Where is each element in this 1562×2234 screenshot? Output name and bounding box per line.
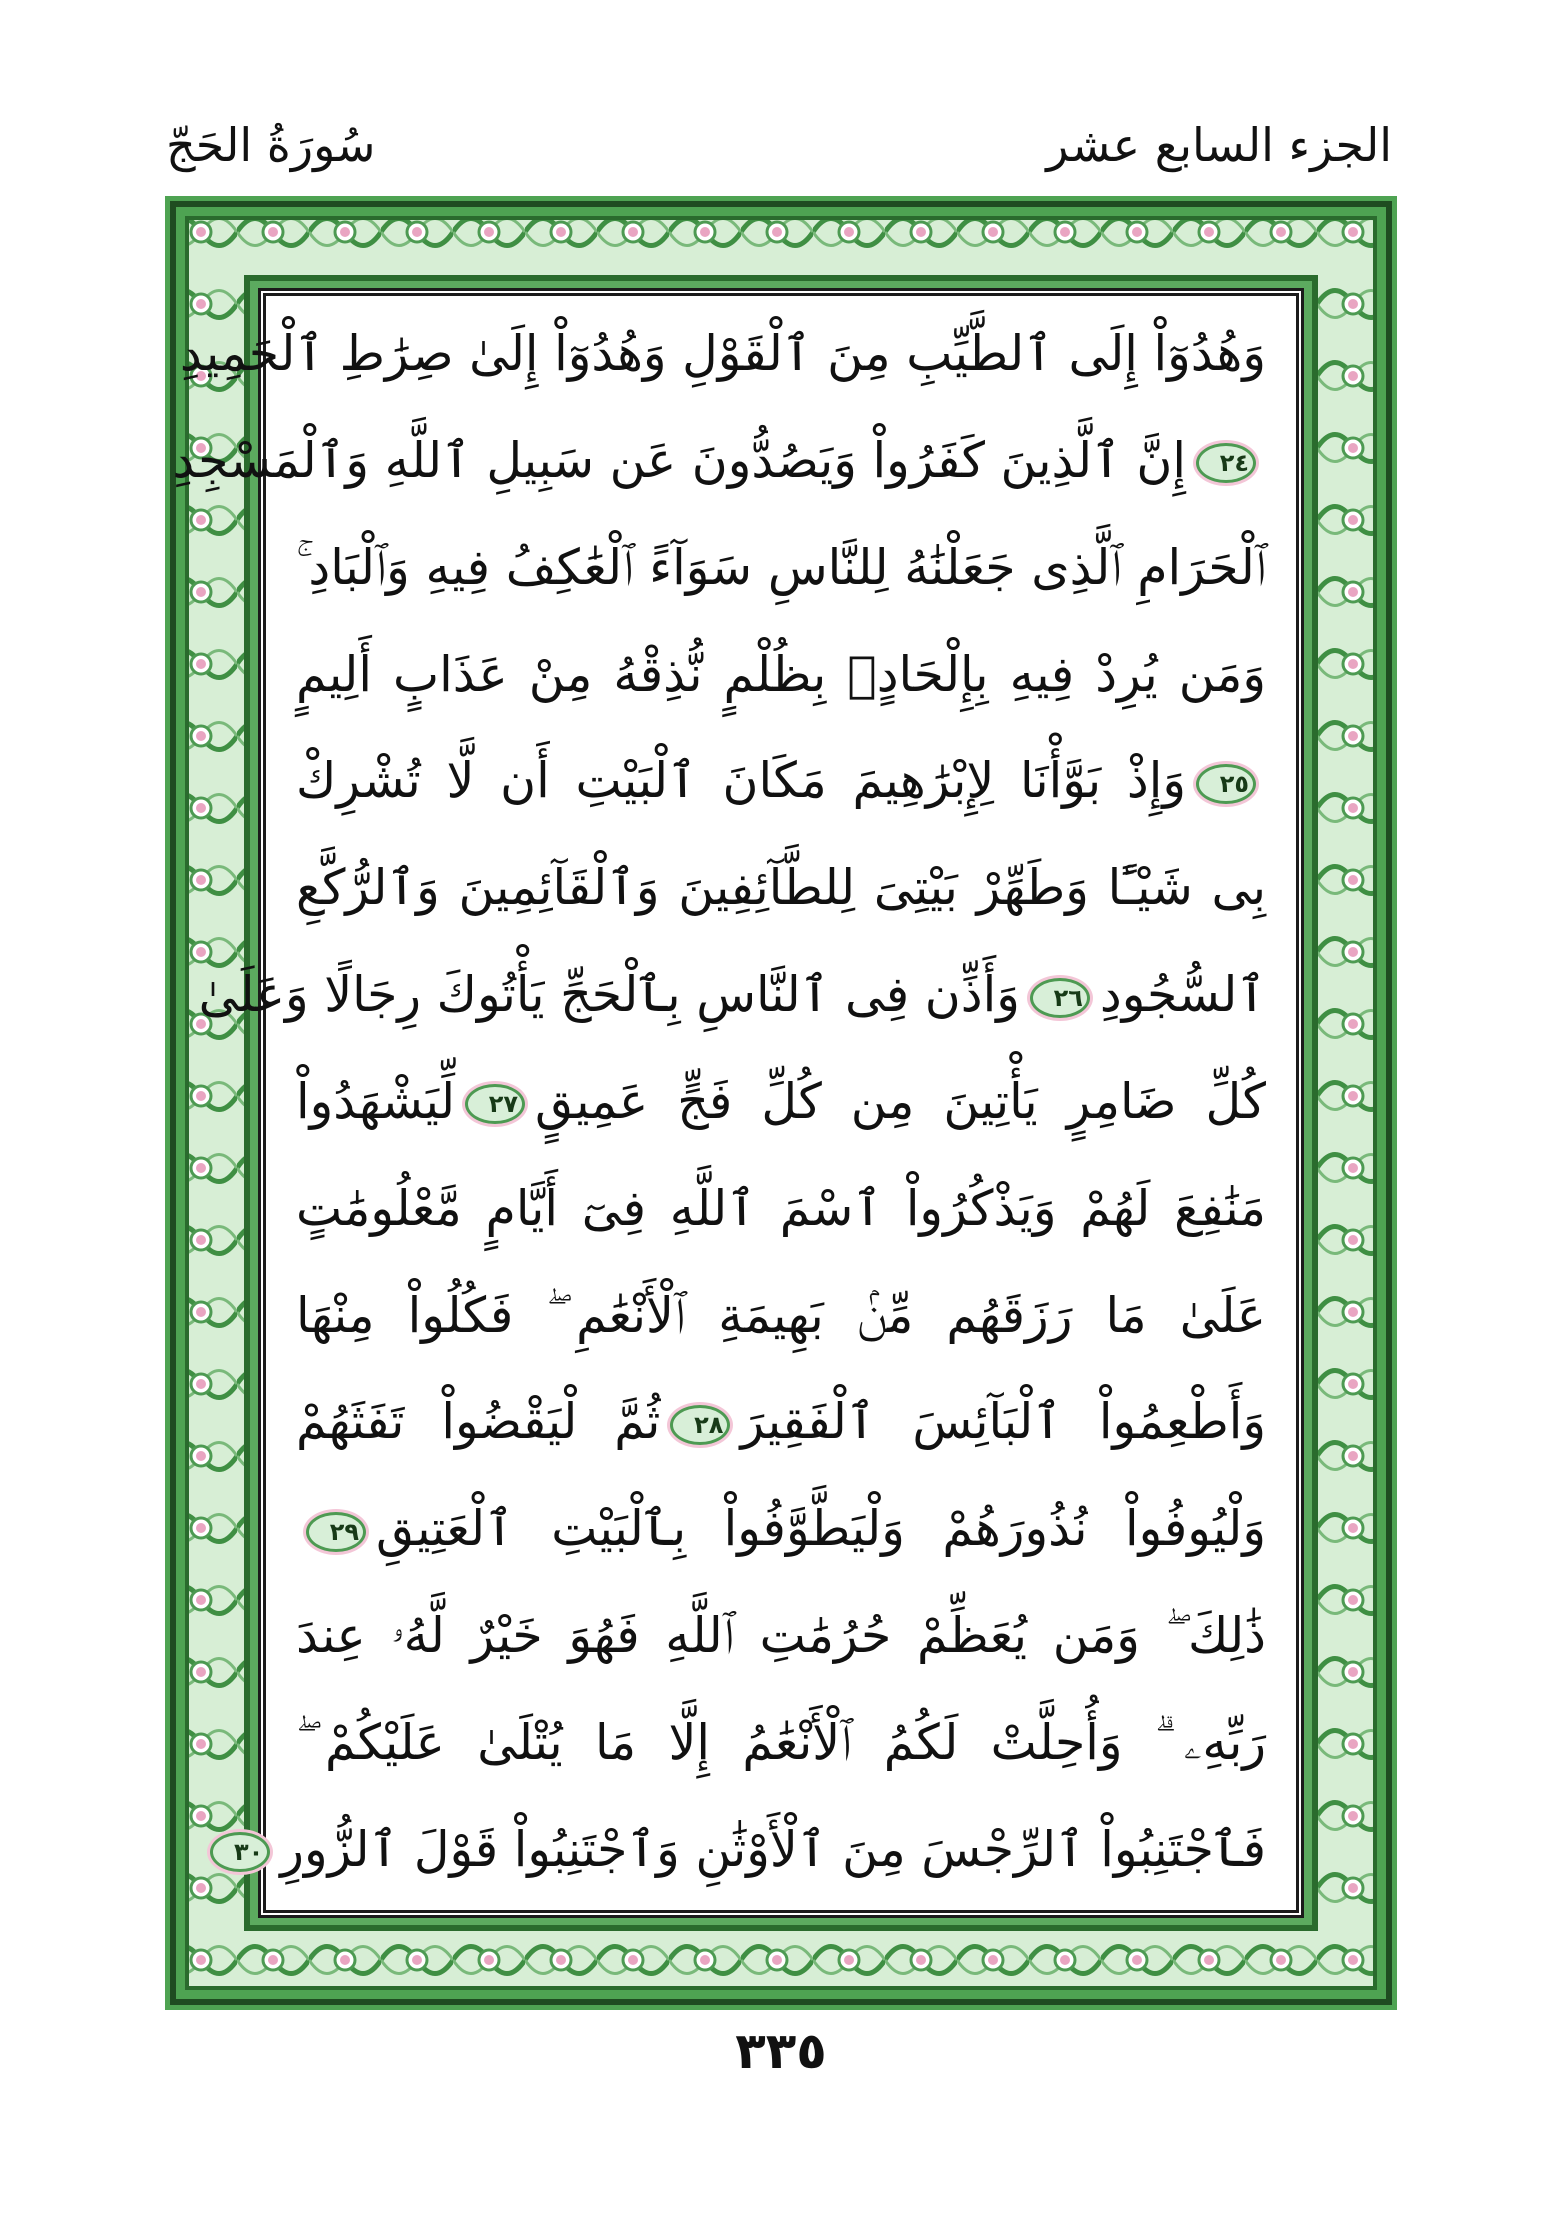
verse-text: إِنَّ ٱلَّذِينَ كَفَرُواْ وَيَصُدُّونَ عَن سَبِيلِ ٱللَّهِ وَٱلْمَسْجِدِ bbox=[172, 431, 1186, 489]
verse-line bbox=[296, 1386, 1266, 1466]
verse-text: وَلْيُوفُواْ نُذُورَهُمْ وَلْيَطَّوَّفُواْ بِٱلْبَيْتِ ٱلْعَتِيقِ bbox=[376, 1500, 1266, 1558]
verse-line bbox=[296, 1707, 1266, 1787]
verse-line bbox=[296, 1173, 1266, 1253]
ayah-number-icon: ٣٠ bbox=[210, 1832, 270, 1872]
ayah-number-icon: ٢٤ bbox=[1196, 443, 1256, 483]
verse-line bbox=[296, 1280, 1266, 1360]
surah-name: سُورَةُ الحَجّ bbox=[166, 118, 376, 172]
verse-text: وَأَطْعِمُواْ ٱلْبَآئِسَ ٱلْفَقِيرَ bbox=[740, 1393, 1266, 1451]
quran-text-panel bbox=[172, 288, 1304, 1918]
verse-lines bbox=[172, 318, 1266, 1894]
verse-text: ذَٰلِكَ ۖ وَمَن يُعَظِّمْ حُرُمَٰتِ ٱللَّهِ فَهُوَ خَيْرٌ لَّهُۥ عِندَ bbox=[296, 1607, 1266, 1665]
verse-text: مَنَٰفِعَ لَهُمْ وَيَذْكُرُواْ ٱسْمَ ٱللَّهِ فِىٓ أَيَّامٍ مَّعْلُومَٰتٍ bbox=[296, 1179, 1266, 1237]
verse-line bbox=[198, 959, 1266, 1039]
verse-line bbox=[296, 745, 1266, 825]
verse-line bbox=[172, 425, 1266, 505]
verse-line bbox=[296, 1600, 1266, 1680]
verse-text: كُلِّ ضَامِرٍ يَأْتِينَ مِن كُلِّ فَجٍّ عَمِيقٍ bbox=[535, 1072, 1266, 1130]
verse-line bbox=[296, 852, 1266, 932]
verse-text: وَإِذْ بَوَّأْنَا لِإِبْرَٰهِيمَ مَكَانَ ٱلْبَيْتِ أَن لَّا تُشْرِكْ bbox=[296, 752, 1186, 810]
verse-line bbox=[296, 532, 1266, 612]
verse-text: ثُمَّ لْيَقْضُواْ تَفَثَهُمْ bbox=[296, 1393, 661, 1451]
verse-text: عَلَىٰ مَا رَزَقَهُم مِّنۢ بَهِيمَةِ ٱلْأَنْعَٰمِ ۖ فَكُلُواْ مِنْهَا bbox=[296, 1286, 1266, 1344]
ayah-number-icon: ٢٨ bbox=[670, 1405, 730, 1445]
verse-line bbox=[179, 318, 1266, 398]
verse-text: بِى شَيْـًٔا وَطَهِّرْ بَيْتِىَ لِلطَّآئِفِينَ وَٱلْقَآئِمِينَ وَٱلرُّكَّعِ bbox=[296, 859, 1266, 917]
ayah-number-icon: ٢٥ bbox=[1196, 764, 1256, 804]
verse-text: ٱلسُّجُودِ bbox=[1099, 966, 1266, 1024]
ayah-number-icon: ٢٦ bbox=[1030, 978, 1090, 1018]
page-number: ٣٣٥ bbox=[735, 2022, 827, 2080]
verse-text: رَبِّهِۦ ۗ وَأُحِلَّتْ لَكُمُ ٱلْأَنْعَٰمُ إِلَّا مَا يُتْلَىٰ عَلَيْكُمْ ۖ bbox=[296, 1713, 1266, 1771]
verse-line bbox=[296, 1066, 1266, 1146]
verse-text: فَٱجْتَنِبُواْ ٱلرِّجْسَ مِنَ ٱلْأَوْثَٰنِ وَٱجْتَنِبُواْ قَوْلَ ٱلزُّورِ bbox=[280, 1820, 1266, 1878]
verse-line bbox=[296, 639, 1266, 719]
ayah-number-icon: ٢٧ bbox=[465, 1084, 525, 1124]
ayah-number-icon: ٢٩ bbox=[306, 1512, 366, 1552]
verse-line bbox=[234, 1814, 1266, 1894]
juz-name: الجزء السابع عشر bbox=[1046, 118, 1392, 172]
page-frame bbox=[165, 196, 1397, 2010]
verse-text: ٱلْحَرَامِ ٱلَّذِى جَعَلْنَٰهُ لِلنَّاسِ سَوَآءً ٱلْعَٰكِفُ فِيهِ وَٱلْبَادِ ۚ bbox=[296, 538, 1266, 596]
verse-text: وَمَن يُرِدْ فِيهِ بِإِلْحَادٍۭ بِظُلْمٍ نُّذِقْهُ مِنْ عَذَابٍ أَلِيمٍ bbox=[296, 645, 1266, 703]
verse-text: لِّيَشْهَدُواْ bbox=[296, 1072, 456, 1130]
verse-text: وَهُدُوٓاْ إِلَى ٱلطَّيِّبِ مِنَ ٱلْقَوْلِ وَهُدُوٓاْ إِلَىٰ صِرَٰطِ ٱلْحَمِيدِ bbox=[179, 325, 1266, 382]
verse-line bbox=[296, 1493, 1266, 1573]
verse-text: وَأَذِّن فِى ٱلنَّاسِ بِٱلْحَجِّ يَأْتُوكَ رِجَالًا وَعَلَىٰ bbox=[198, 966, 1020, 1024]
